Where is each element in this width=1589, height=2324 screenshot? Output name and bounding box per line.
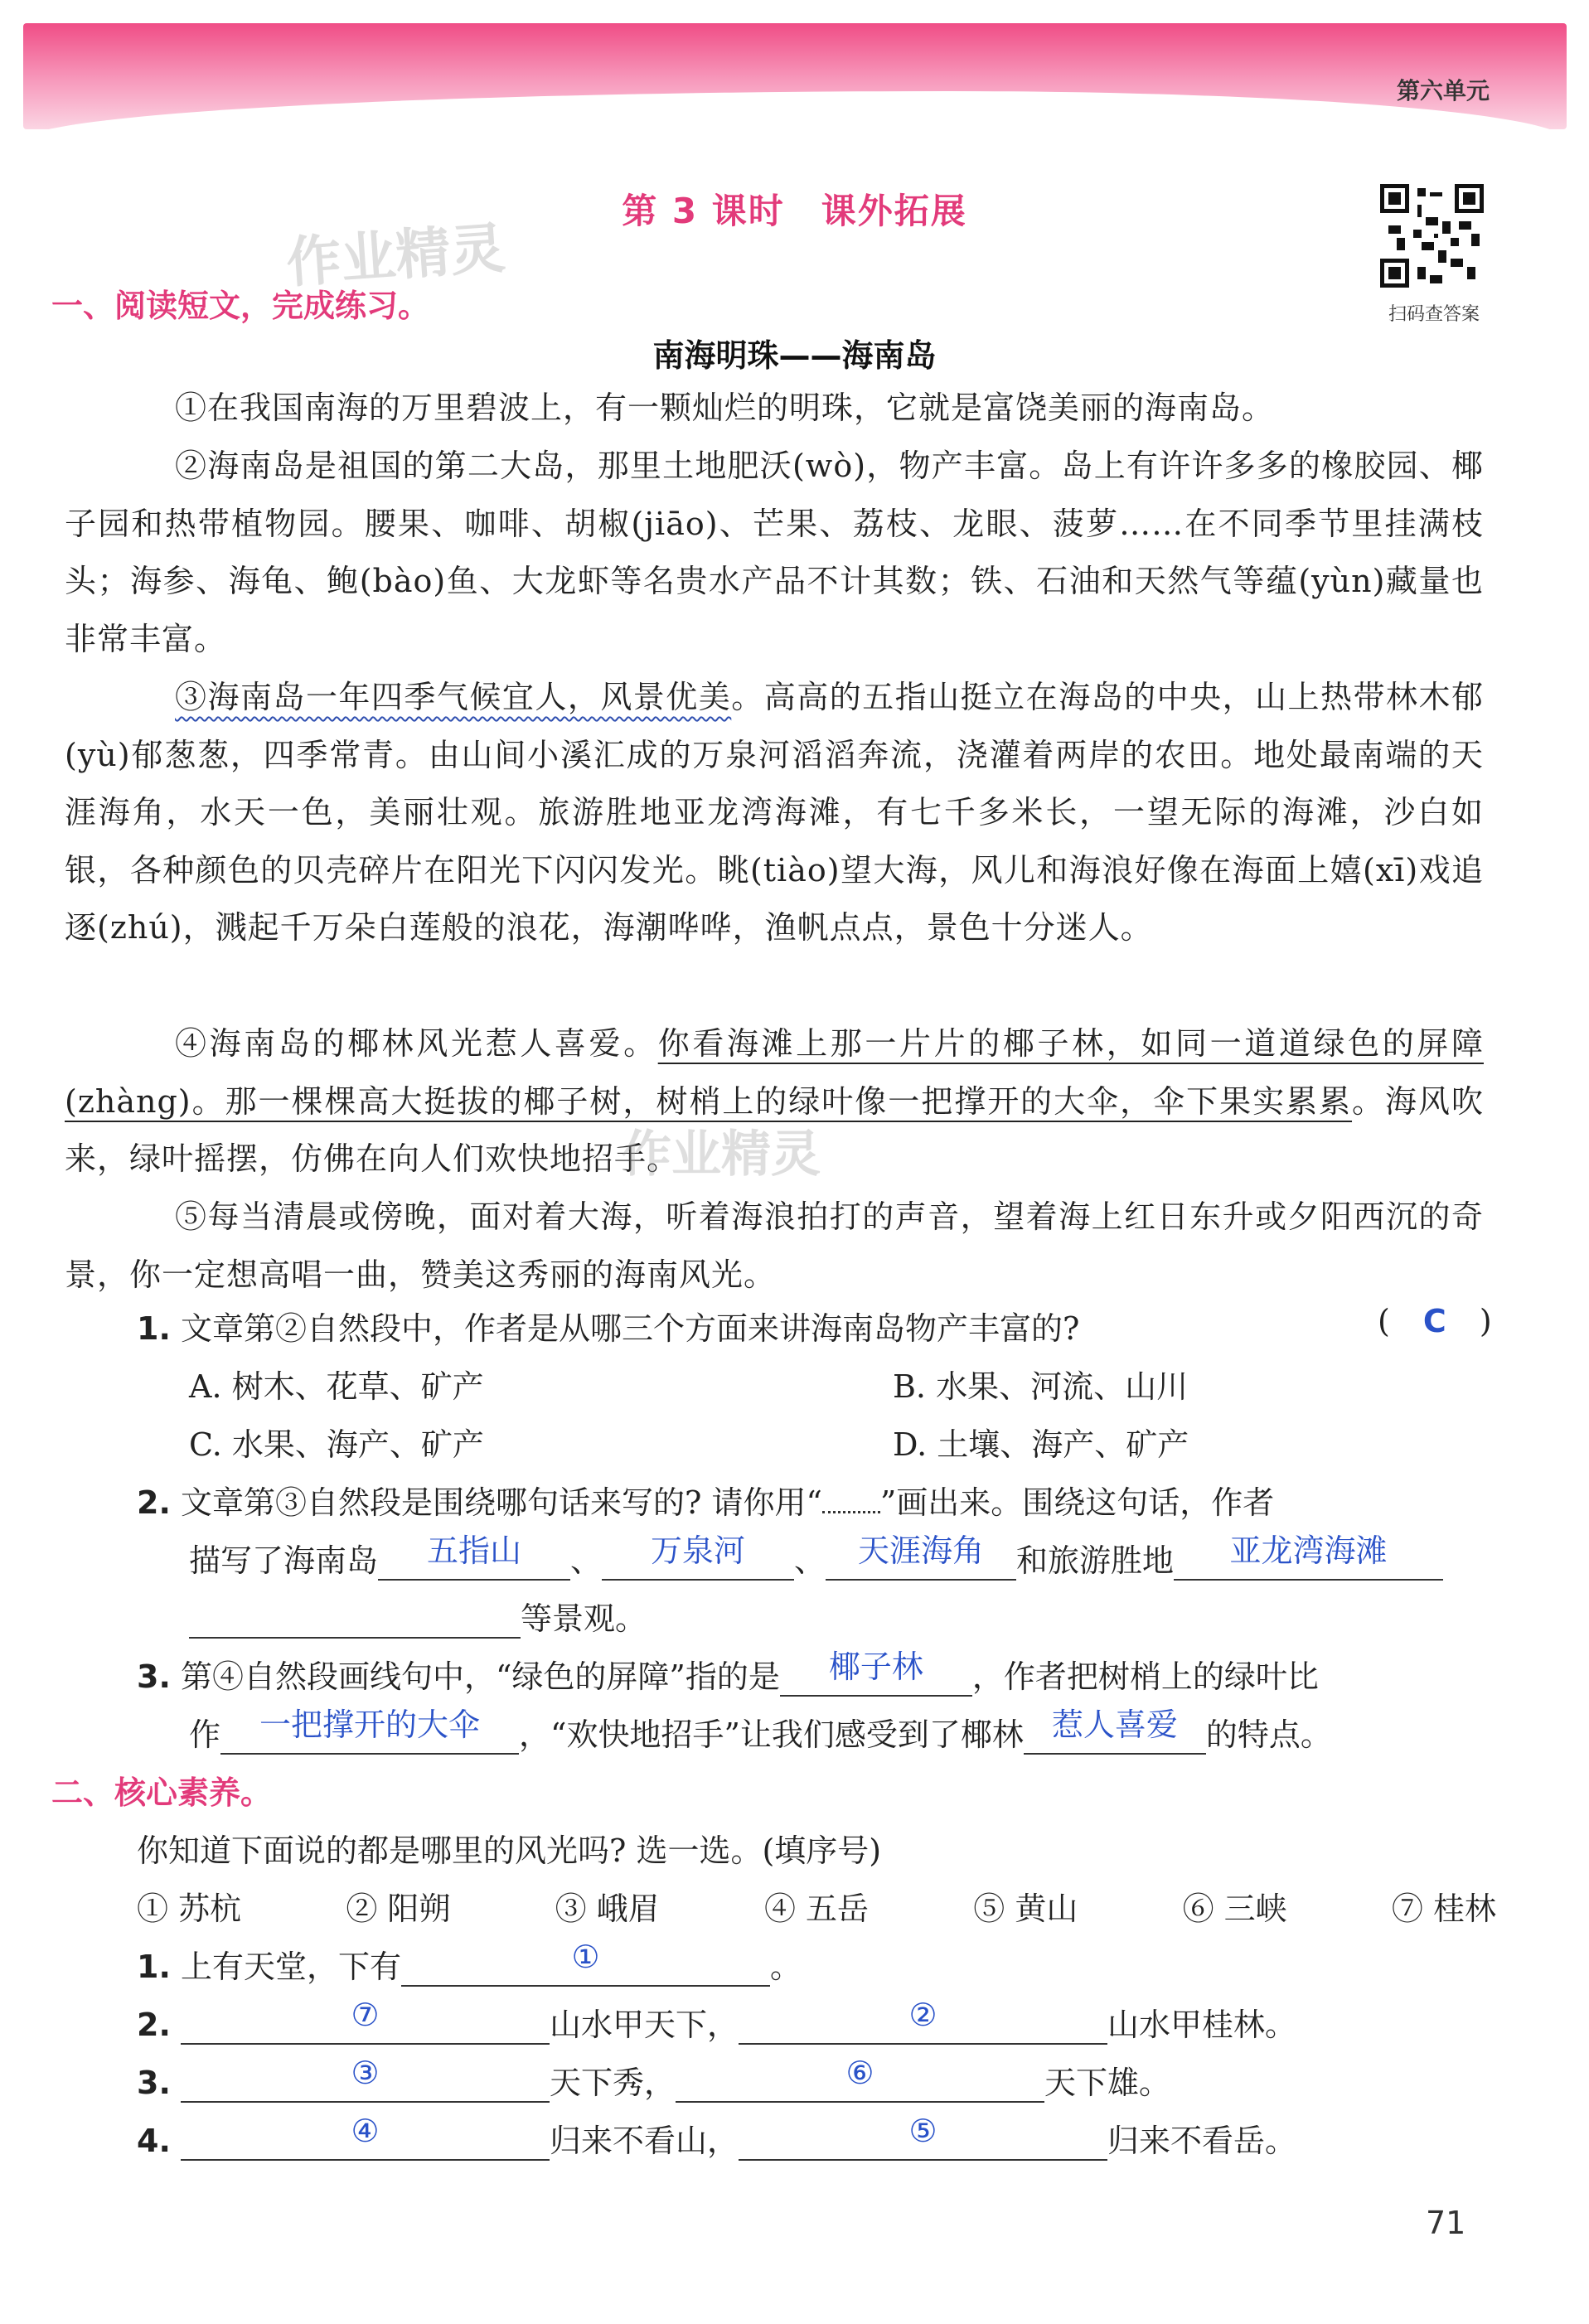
s2-q1: 1. 上有天堂，下有 ① 。 xyxy=(137,1939,802,1985)
q2-row-1: 2. 文章第③自然段是围绕哪句话来写的? 请你用“ ”画出来。围绕这句话，作者 xyxy=(137,1484,1275,1521)
s2-q2-blank-2[interactable]: ② xyxy=(739,2000,1107,2045)
section2-options xyxy=(137,1883,1496,1929)
section-title-reading: 一、阅读短文，完成练习。 xyxy=(51,288,430,324)
q1-option-c[interactable]: C. 水果、海产、矿产 xyxy=(189,1426,484,1463)
article-title: 南海明珠——海南岛 xyxy=(652,337,937,374)
s2-q4: 4. ④ 归来不看山， ⑤ 归来不看岳。 xyxy=(137,2113,1297,2159)
s2-q1-blank[interactable]: ① xyxy=(401,1942,770,1987)
watermark-2: 作业精灵 xyxy=(622,1126,821,1184)
q1-option-b[interactable]: B. 水果、河流、山川 xyxy=(893,1368,1189,1405)
qr-caption: 扫码查答案 xyxy=(1388,304,1480,325)
s2-q3-blank-1[interactable]: ③ xyxy=(181,2058,550,2103)
q1-option-a[interactable]: A. 树木、花草、矿产 xyxy=(189,1368,484,1405)
wavy-underlined-sentence: ③海南岛一年四季气候宜人，风景优美 xyxy=(175,679,732,715)
q2-blank-1[interactable]: 五指山 xyxy=(378,1536,570,1581)
paragraph-3-rest: 。高高的五指山挺立在海岛的中央，山上热带林木郁(yù)郁葱葱，四季常青。由山间小溪汇成的万泉河滔滔奔流，浇灌着两岸的农田。地处最南端的天涯海角，水天一色，美丽壮观。旅游胜地亚龙湾海滩，有七千多米长，一望无际的海滩，沙白如银，各种颜色的贝壳碎片在阳光下闪闪发光。眺(tiào)望大海，风儿和海浪好像在海面上嬉(xī)戏追逐(zhú)，溅起千万朵白莲般的浪花，海潮哗哗，渔帆点点，景色十分迷人。 xyxy=(65,679,1484,946)
q2-blank-2[interactable]: 万泉河 xyxy=(602,1536,794,1581)
s2-q4-blank-2[interactable]: ⑤ xyxy=(739,2116,1107,2161)
watermark: 作业精灵 xyxy=(284,215,507,296)
paragraph-4-end: 。海风吹来，绿叶摇摆，仿佛在向人们欢快地招手。 xyxy=(65,1082,1484,1177)
option-3: ③ 峨眉 xyxy=(555,1891,660,1927)
q3-blank-2[interactable]: 一把撑开的大伞 xyxy=(220,1710,519,1755)
q2-blank-4[interactable]: 亚龙湾海滩 xyxy=(1174,1536,1443,1581)
q2-row-2: 描写了海南岛 五指山 、 万泉河 、 天涯海角 和旅游胜地 亚龙湾海滩 xyxy=(189,1535,1443,1581)
q1-answer: C xyxy=(1422,1303,1446,1339)
wavy-line-icon xyxy=(822,1494,880,1513)
page-number: 71 xyxy=(1426,2205,1466,2241)
section-title-core: 二、核心素养。 xyxy=(51,1774,273,1811)
paragraph-5: ⑤每当清晨或傍晚，面对着大海，听着海浪拍打的声音，望着海上红日东升或夕阳西沉的奇景，你一定想高唱一曲，赞美这秀丽的海南风光。 xyxy=(65,1198,1484,1293)
section2-intro: 你知道下面说的都是哪里的风光吗? 选一选。(填序号) xyxy=(137,1833,882,1869)
paragraph-4-start: ④海南岛的椰林风光惹人喜爱。 xyxy=(175,1025,658,1062)
option-6: ⑥ 三峡 xyxy=(1182,1891,1287,1927)
q3-blank-1[interactable]: 椰子林 xyxy=(780,1652,972,1697)
q1-row: 1. 文章第②自然段中，作者是从哪三个方面来讲海南岛物产丰富的? xyxy=(137,1310,1080,1347)
s2-q2-blank-1[interactable]: ⑦ xyxy=(181,2000,550,2045)
option-2: ② 阳朔 xyxy=(346,1891,451,1927)
underlined-sentence: 你看海滩上那一片片的椰子林，如同一道道绿色的屏障(zhàng)。那一棵棵高大挺拔的椰子树，树梢上的绿叶像一把撑开的大伞，伞下果实累累 xyxy=(65,1025,1484,1120)
qr-code-icon[interactable] xyxy=(1380,184,1484,288)
q1-answer-box[interactable]: ( C ) xyxy=(1378,1303,1492,1339)
s2-q4-blank-1[interactable]: ④ xyxy=(181,2116,550,2161)
option-7: ⑦ 桂林 xyxy=(1391,1891,1496,1927)
unit-label: 第六单元 xyxy=(1396,77,1490,104)
paragraph-3 xyxy=(65,669,1484,957)
option-4: ④ 五岳 xyxy=(763,1891,870,1927)
s2-q3-blank-2[interactable]: ⑥ xyxy=(676,2058,1044,2103)
paragraph-1: ①在我国南海的万里碧波上，有一颗灿烂的明珠，它就是富饶美丽的海南岛。 xyxy=(175,390,1275,426)
paragraph-2: ②海南岛是祖国的第二大岛，那里土地肥沃(wò)，物产丰富。岛上有许许多多的橡胶园、椰子园和热带植物园。腰果、咖啡、胡椒(jiāo)、芒果、荔枝、龙眼、菠萝……在不同季节里挂满枝头；海参、海龟、鲍(bào)鱼、大龙虾等名贵水产品不计其数；铁、石油和天然气等蕴(yùn)藏量也非常丰富。 xyxy=(65,448,1484,657)
lesson-title: 第 3 课时 课外拓展 xyxy=(622,191,967,231)
s2-q3: 3. ③ 天下秀， ⑥ 天下雄。 xyxy=(137,2055,1171,2101)
q3-blank-3[interactable]: 惹人喜爱 xyxy=(1024,1710,1206,1755)
q2-row-3: 等景观。 xyxy=(189,1593,647,1639)
option-1: ① 苏杭 xyxy=(137,1891,242,1927)
q1-text: 文章第②自然段中，作者是从哪三个方面来讲海南岛物产丰富的? xyxy=(180,1310,1080,1347)
option-5: ⑤ 黄山 xyxy=(973,1891,1078,1927)
q3-row-1: 3. 第④自然段画线句中，“绿色的屏障”指的是 椰子林 ，作者把树梢上的绿叶比 xyxy=(137,1649,1319,1695)
s2-q2: 2. ⑦ 山水甲天下， ② 山水甲桂林。 xyxy=(137,1997,1297,2043)
q3-row-2: 作 一把撑开的大伞 ，“欢快地招手”让我们感受到了椰林 惹人喜爱 的特点。 xyxy=(189,1707,1332,1753)
q2-blank-3[interactable]: 天涯海角 xyxy=(826,1536,1016,1581)
q2-blank-continued[interactable] xyxy=(189,1637,521,1639)
q1-option-d[interactable]: D. 土壤、海产、矿产 xyxy=(893,1426,1189,1463)
